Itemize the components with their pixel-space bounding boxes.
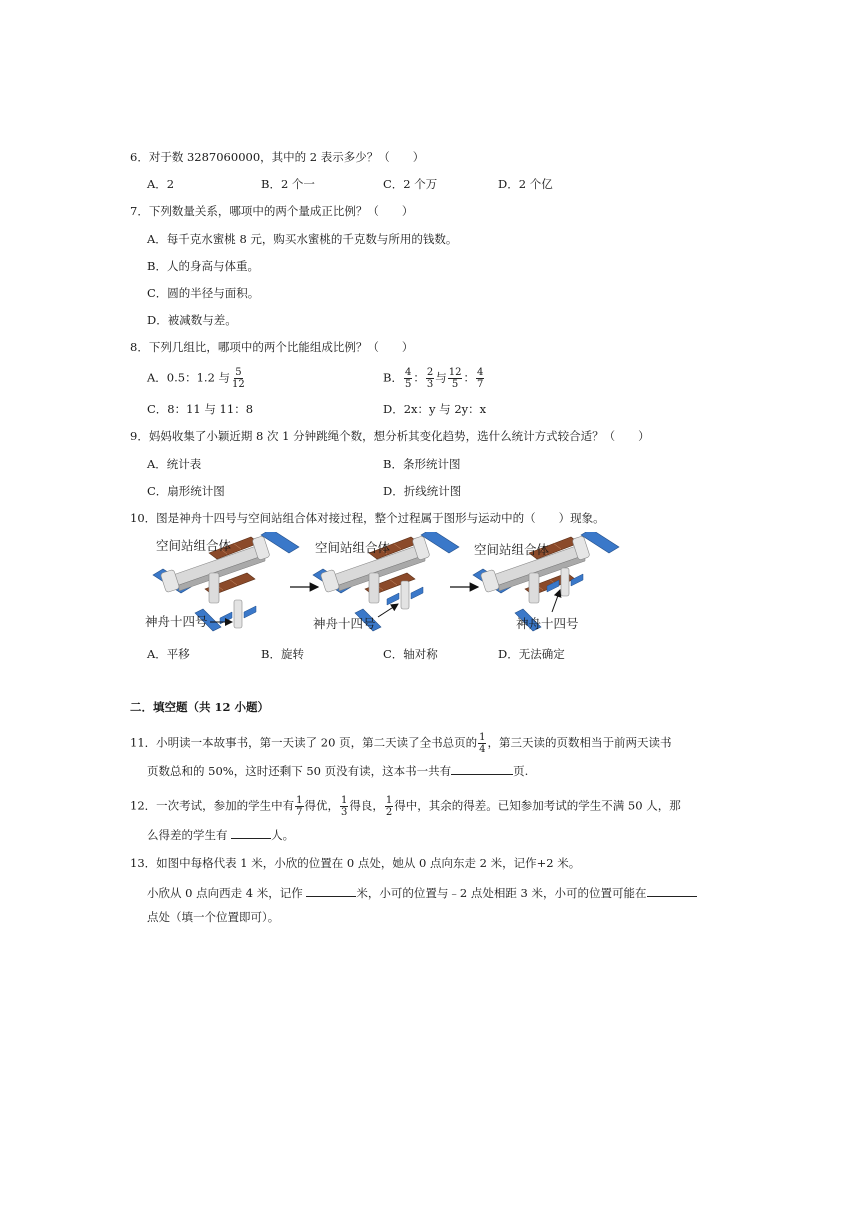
q11-line2: 页数总和的 50%，这时还剩下 50 页没有读，这本书一共有 页. xyxy=(147,764,529,778)
q6-option-b[interactable]: B．2 个一 xyxy=(261,177,315,191)
q8-option-d[interactable]: D．2x：y 与 2y：x xyxy=(383,402,487,416)
q8-option-b-sep1: ： xyxy=(413,370,425,385)
q7-option-a[interactable]: A．每千克水蜜桃 8 元，购买水蜜桃的千克数与所用的钱数。 xyxy=(147,232,458,246)
pointer-arrow-2 xyxy=(378,604,398,617)
q12-frac3: $\frac{1}{2}$ xyxy=(385,795,393,818)
q10-option-b[interactable]: B．旋转 xyxy=(261,647,304,661)
q7-option-c[interactable]: C．圆的半径与面积。 xyxy=(147,286,260,300)
q6-option-c[interactable]: C．2 个万 xyxy=(383,177,438,191)
q13-line3: 点处（填一个位置即可）。 xyxy=(147,910,280,924)
q9-option-d[interactable]: D．折线统计图 xyxy=(383,484,462,498)
ship-label-2: 神舟十四号 xyxy=(313,616,376,631)
q12-answer-blank[interactable] xyxy=(231,826,271,839)
ship-label-1: 神舟十四号 xyxy=(145,614,208,629)
q8-option-a-fraction: $\frac{5}{12}$ xyxy=(232,367,245,390)
q8-option-b-frac2: $\frac{2}{3}$ xyxy=(426,367,434,390)
q12-frac2: $\frac{1}{3}$ xyxy=(341,795,348,818)
q13-line2: 小欣从 0 点向西走 4 米，记作 米，小可的位置与﹣2 点处相距 3 米，小可的位置可能在 xyxy=(147,884,697,901)
q13-answer-blank-1[interactable] xyxy=(306,884,356,897)
q8-option-b-sep2: ： xyxy=(463,370,475,385)
q8-option-c[interactable]: C．8：11 与 11：8 xyxy=(147,402,254,416)
q8-option-b[interactable] xyxy=(383,367,485,390)
q7-option-b[interactable]: B．人的身高与体重。 xyxy=(147,259,259,273)
q10-option-d[interactable]: D．无法确定 xyxy=(498,647,565,661)
q8-option-b-frac3: $\frac{12}{5}$ xyxy=(448,367,462,390)
q10-option-a[interactable]: A．平移 xyxy=(147,647,190,661)
q8-option-b-prefix: B． xyxy=(383,370,403,385)
q12-frac1: $\frac{1}{7}$ xyxy=(296,795,303,818)
q9-option-c[interactable]: C．扇形统计图 xyxy=(147,484,225,498)
q9-option-b[interactable]: B．条形统计图 xyxy=(383,457,461,471)
q9-stem: 9．妈妈收集了小颖近期 8 次 1 分钟跳绳个数，想分析其变化趋势，选什么统计方式较合适？（ ） xyxy=(130,429,650,443)
q8-option-b-frac4: $\frac{4}{7}$ xyxy=(476,367,484,390)
q8-stem: 8．下列几组比，哪项中的两个比能组成比例？（ ） xyxy=(130,340,414,354)
q8-option-a-prefix: A．0.5：1.2 与 xyxy=(147,370,231,385)
q11-answer-blank[interactable] xyxy=(451,762,513,775)
q13-line1: 13．如图中每格代表 1 米，小欣的位置在 0 点处，她从 0 点向东走 2 米，记作+2 米。 xyxy=(130,856,581,870)
q7-option-d[interactable]: D．被减数与差。 xyxy=(147,313,237,327)
pointer-arrow-3 xyxy=(552,590,560,612)
q7-stem: 7．下列数量关系，哪项中的两个量成正比例？（ ） xyxy=(130,204,414,218)
q11-line1: 11．小明读一本故事书，第一天读了 20 页，第二天读了全书总页的 $\frac{1}{4}$ ，第三天读的页数相当于前两天读书 xyxy=(130,732,672,755)
q6-option-a[interactable]: A．2 xyxy=(147,177,175,191)
q8-option-a[interactable] xyxy=(147,367,247,390)
q12-line2: 么得差的学生有 人。 xyxy=(147,828,295,842)
q8-option-b-mid: 与 xyxy=(435,370,447,385)
ship-image-1 xyxy=(220,600,256,628)
q10-option-c[interactable]: C．轴对称 xyxy=(383,647,438,661)
q8-option-b-frac1: $\frac{4}{5}$ xyxy=(404,367,412,390)
station-label-1: 空间站组合体 xyxy=(156,538,232,553)
q6-stem: 6．对于数 3287060000，其中的 2 表示多少？（ ） xyxy=(130,150,425,164)
q13-answer-blank-2[interactable] xyxy=(647,884,697,897)
q11-fraction: $\frac{1}{4}$ xyxy=(479,732,486,755)
q12-line1: 12．一次考试，参加的学生中有 $\frac{1}{7}$ 得优， $\frac{1}{3}$ 得良， $\frac{1}{2}$ 得中，其余的得差。已知参加考试的学生不满 50 人，那 xyxy=(130,795,681,818)
station-label-3: 空间站组合体 xyxy=(474,542,550,557)
q6-option-d[interactable]: D．2 个亿 xyxy=(498,177,553,191)
section2-title: 二．填空题（共 12 小题） xyxy=(130,700,270,714)
ship-label-3: 神舟十四号 xyxy=(516,616,579,631)
q9-option-a[interactable]: A．统计表 xyxy=(147,457,202,471)
q10-stem: 10．图是神舟十四号与空间站组合体对接过程，整个过程属于图形与运动中的（ ）现象。 xyxy=(130,511,605,525)
station-label-2: 空间站组合体 xyxy=(315,540,391,555)
